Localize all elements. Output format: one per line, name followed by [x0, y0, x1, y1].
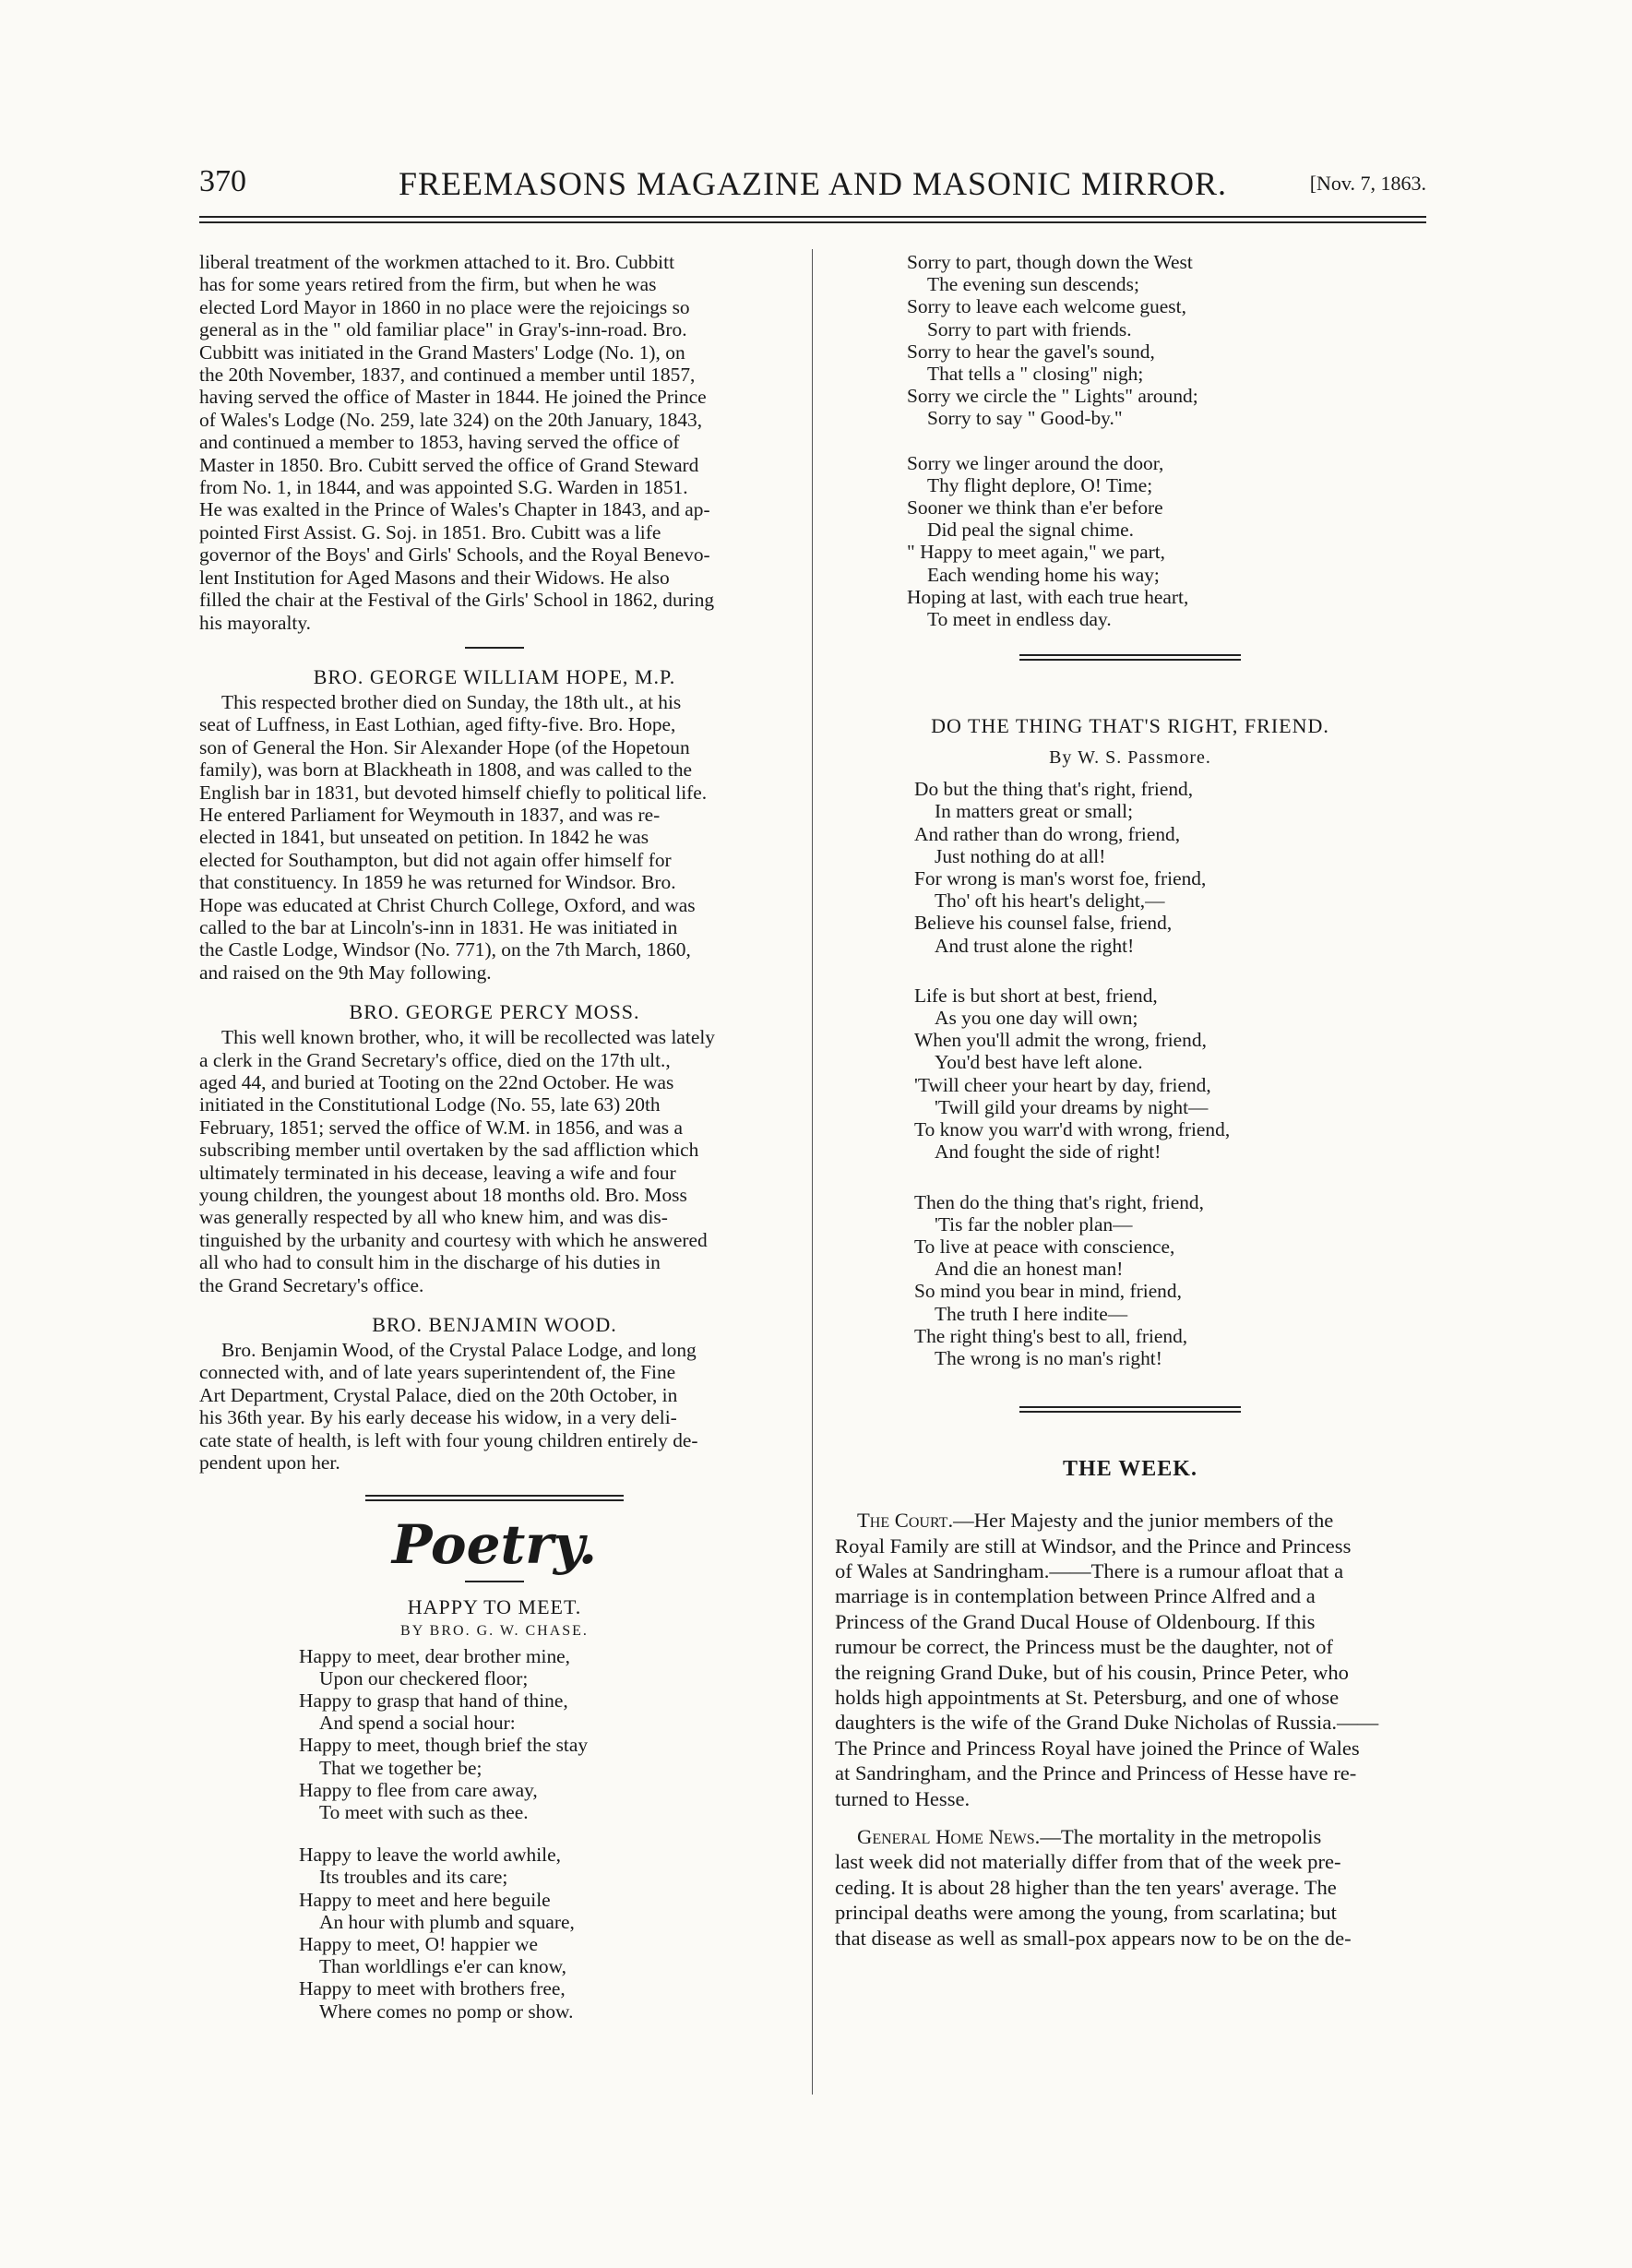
- court-news: The Court.—Her Majesty and the junior members of the Royal Family are still at Windsor, and the Prince and Princess of Wales at Sandringham.——There is a rumour afloat that a marriage is in contemplation between Prince Alfred and a Princess of the Grand Ducal House of Oldenbourg. If this rumour be correct, the Princess must be the daughter, not of the reigning Grand Duke, but of his cousin, Prince Peter, who holds high appointments at St. Petersburg, and one of whose daughters is the wife of the Grand Duke Nicholas of Russia.—— The Prince and Princess Royal have joined the Prince of Wales at Sandringham, and the Prince and Princess of Hesse have re- turned to Hesse.: [835, 1509, 1379, 1810]
- right-column: [835, 251, 1425, 1951]
- cubitt-text: liberal treatment of the workmen attached to it. Bro. Cubbitt has for some years retired from the firm, but when he was elected Lord Mayor in 1860 in no place were the rejoicings so general as in the " old familiar place" in Gray's-inn-road. Bro. Cubbitt was initiated in the Grand Masters' Lodge (No. 1), on the 20th November, 1837, and continued a member until 1857, having served the office of Master in 1844. He joined the Prince of Wales's Lodge (No. 259, late 324) on the 20th January, 1843, and continued a member to 1853, having served the office of Master in 1850. Bro. Cubitt served the office of Grand Steward from No. 1, in 1844, and was appointed S.G. Warden in 1851. He was exalted in the Prince of Wales's Chapter in 1843, and ap- pointed First Assist. G. Soj. in 1851. Bro. Cubitt was a life governor of the Boys' and Girls' Schools, and the Royal Benevo- lent Institution for Aged Masons and their Widows. He also filled the chair at the Festival of the Girls' School in 1862, during his mayoralty.: [199, 251, 715, 634]
- moss-text: This well known brother, who, it will be recollected was lately a clerk in the Grand Secretary's office, died on the 17th ult., aged 44, and buried at Tooting on the 22nd October. He was initiated in the Constitutional Lodge (No. 55, late 63) 20th February, 1851; served the office of W.M. in 1856, and was a subscribing member until overtaken by the sad affliction which ultimately terminated in his decease, leaving a wife and four young children, the youngest about 18 months old. Bro. Moss was generally respected by all who knew him, and was dis- tinguished by the urbanity and courtesy with which he answered all who had to consult him in the discharge of his duties in the Grand Secretary's office.: [199, 1026, 715, 1296]
- header-rule: [199, 216, 1426, 218]
- section-double-rule: [1019, 654, 1241, 661]
- column-divider: [812, 249, 813, 2095]
- hope-text: This respected brother died on Sunday, the 18th ult., at his seat of Luffness, in East Lothian, aged fifty-five. Bro. Hope, son of General the Hon. Sir Alexander Hope (of the Hopetoun family), was born at Blackheath in 1808, and was called to the English bar in 1831, but devoted himself chiefly to political life. He entered Parliament for Weymouth in 1837, and was re- elected in 1841, but unseated on petition. In 1842 he was elected for Southampton, but did not again offer himself for that constituency. In 1859 he was returned for Windsor. Bro. Hope was educated at Christ Church College, Oxford, and was called to the bar at Lincoln's-inn in 1831. He was initiated in the Castle Lodge, Windsor (No. 771), on the 7th March, 1860, and raised on the 9th May following.: [199, 690, 708, 984]
- home-news-label: General Home News.: [857, 1825, 1041, 1848]
- issue-date: [Nov. 7, 1863.: [1309, 172, 1426, 195]
- left-column: [199, 251, 790, 2023]
- poem-happy-to-meet-continued: Sorry to part, though down the West The evening sun descends; Sorry to leave each welcome guest, Sorry to part with friends. Sorry to hear the gavel's sound, That tells a " closing" nigh; Sorry we circle the " Lights" around; Sorry to say " Good-by." Sorry we linger around the door, Thy flight deplore, O! Time; Sooner we think than e'er before Did peal the signal chime. " Happy to meet again," we part, Each wending home his way; Hoping at last, with each true heart, To meet in endless day.: [907, 251, 1198, 631]
- poetry-section-title: Poetry.: [391, 1512, 598, 1576]
- the-week-section: [835, 1457, 1425, 1951]
- magazine-title: FREEMASONS MAGAZINE AND MASONIC MIRROR.: [398, 165, 1228, 202]
- wood-heading: BRO. BENJAMIN WOOD.: [372, 1313, 617, 1337]
- cubitt-obituary: [199, 251, 790, 634]
- poem-title: DO THE THING THAT'S RIGHT, FRIEND.: [931, 714, 1329, 738]
- week-heading: THE WEEK.: [1063, 1457, 1197, 1482]
- moss-obituary: [199, 1000, 790, 1296]
- section-double-rule: [1019, 1406, 1241, 1413]
- court-label: The Court.: [857, 1509, 954, 1533]
- poem-do-the-thing: [835, 714, 1425, 1369]
- poem-stanzas: Do but the thing that's right, friend, In matters great or small; And rather than do wrong, friend, Just nothing do at all! For wrong is man's worst foe, friend, Tho' oft his heart's delight,— Believe his counsel false, friend, And trust alone the right! Life is but short at best, friend, As you one day will own; When you'll admit the wrong, friend, You'd best have left alone. 'Twill cheer your heart by day, friend, 'Twill gild your dreams by night— To know you warr'd with wrong, friend, And fought the side of right! Then do the thing that's right, friend, 'Tis far the nobler plan— To live at peace with conscience, And die an honest man! So mind you bear in mind, friend, The truth I here indite— The right thing's best to all, friend, The wrong is no man's right!: [914, 778, 1231, 1369]
- poem-byline: By W. S. Passmore.: [1049, 747, 1211, 769]
- header-rule-2: [199, 221, 1426, 223]
- poem-stanzas: Happy to meet, dear brother mine, Upon our checkered floor; Happy to grasp that hand of thine, And spend a social hour: Happy to meet, though brief the stay That we together be; Happy to flee from care away, To meet with such as thee. Happy to leave the world awhile, Its troubles and its care; Happy to meet and here beguile An hour with plumb and square, Happy to meet, O! happier we Than worldlings e'er can know, Happy to meet with brothers free, Where comes no pomp or show.: [299, 1644, 589, 2023]
- page-number: 370: [199, 164, 246, 198]
- hope-heading: BRO. GEORGE WILLIAM HOPE, M.P.: [313, 664, 676, 688]
- wood-obituary: [199, 1313, 790, 1474]
- page-header: [199, 164, 1426, 201]
- poem-byline: BY BRO. G. W. CHASE.: [400, 1622, 589, 1639]
- wood-text: Bro. Benjamin Wood, of the Crystal Palace Lodge, and long connected with, and of late years superintendent of, the Fine Art Department, Crystal Palace, died on the 20th October, in his 36th year. By his early decease his widow, in a very deli- cate state of health, is left with four young children entirely de- pendent upon her.: [199, 1339, 698, 1474]
- section-rule: [465, 647, 524, 649]
- moss-heading: BRO. GEORGE PERCY MOSS.: [349, 1000, 640, 1024]
- poem-title: HAPPY TO MEET.: [407, 1594, 582, 1618]
- poem-happy-to-meet: [199, 1595, 790, 2023]
- poetry-rule: [465, 1581, 524, 1582]
- home-news: General Home News.—The mortality in the metropolis last week did not materially differ from that of the week pre- ceding. It is about 28 higher than the ten years' average. The principal deaths were among the young, from scarlatina; but that disease as well as small-pox appears now to be on the de-: [835, 1825, 1352, 1950]
- section-double-rule: [365, 1495, 624, 1501]
- hope-obituary: [199, 665, 790, 984]
